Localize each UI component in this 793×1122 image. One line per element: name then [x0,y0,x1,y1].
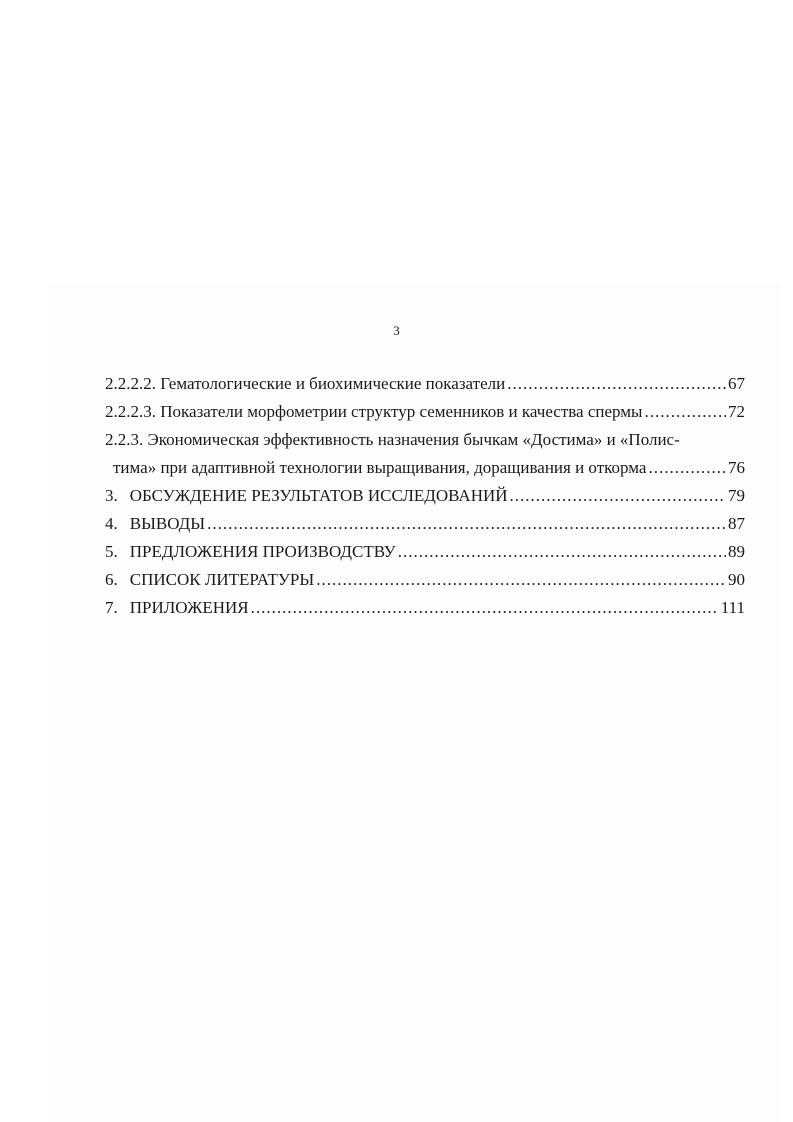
toc-leader-dots [207,510,726,538]
toc-entry-page: 79 [728,486,745,505]
toc-entry-label: ПРЕДЛОЖЕНИЯ ПРОИЗВОДСТВУ [129,542,396,561]
toc-leader-dots [316,566,726,594]
toc-entry-label: 2.2.3. Экономическая эффективность назначения бычкам «Достима» и «Полис- [105,430,680,449]
toc-entry [105,510,745,538]
toc-entry-page: 76 [728,458,745,477]
toc-entry-page: 87 [728,514,745,533]
toc-entry-label: 2.2.2.3. Показатели морфометрии структур семенников и качества спермы [105,402,643,421]
toc-leader-dots [507,370,726,398]
toc-entry-number: 6. [105,570,118,589]
table-of-contents [105,370,745,622]
toc-entry-label: ПРИЛОЖЕНИЯ [129,598,249,617]
toc-entry-label: ОБСУЖДЕНИЕ РЕЗУЛЬТАТОВ ИССЛЕДОВАНИЙ [129,486,508,505]
toc-entry-number: 4. [105,514,118,533]
toc-entry-number: 7. [105,598,118,617]
toc-entry [105,398,745,426]
toc-entry-page: 72 [728,402,745,421]
toc-entry [105,538,745,566]
toc-leader-dots [398,538,726,566]
toc-entry-page: 67 [728,374,745,393]
toc-entry-page: 111 [720,598,745,617]
toc-leader-dots [644,398,726,426]
toc-leader-dots [648,454,726,482]
toc-entry-line-2 [105,454,745,482]
toc-entry-label: 2.2.2.2. Гематологические и биохимические показатели [105,374,506,393]
toc-entry-page: 90 [728,570,745,589]
toc-entry [105,566,745,594]
toc-entry [105,594,745,622]
toc-entry [105,370,745,398]
toc-entry-page: 89 [728,542,745,561]
toc-entry [105,482,745,510]
page-number: 3 [393,323,400,338]
toc-entry-label: ВЫВОДЫ [129,514,206,533]
toc-entry-label-continued: тима» при адаптивной технологии выращивания, доращивания и откорма [113,458,647,477]
toc-leader-dots [251,594,719,622]
toc-entry-number: 3. [105,486,118,505]
toc-entry-number: 5. [105,542,118,561]
toc-leader-dots [510,482,726,510]
toc-entry-line-1 [105,426,745,454]
toc-entry-label: СПИСОК ЛИТЕРАТУРЫ [129,570,315,589]
